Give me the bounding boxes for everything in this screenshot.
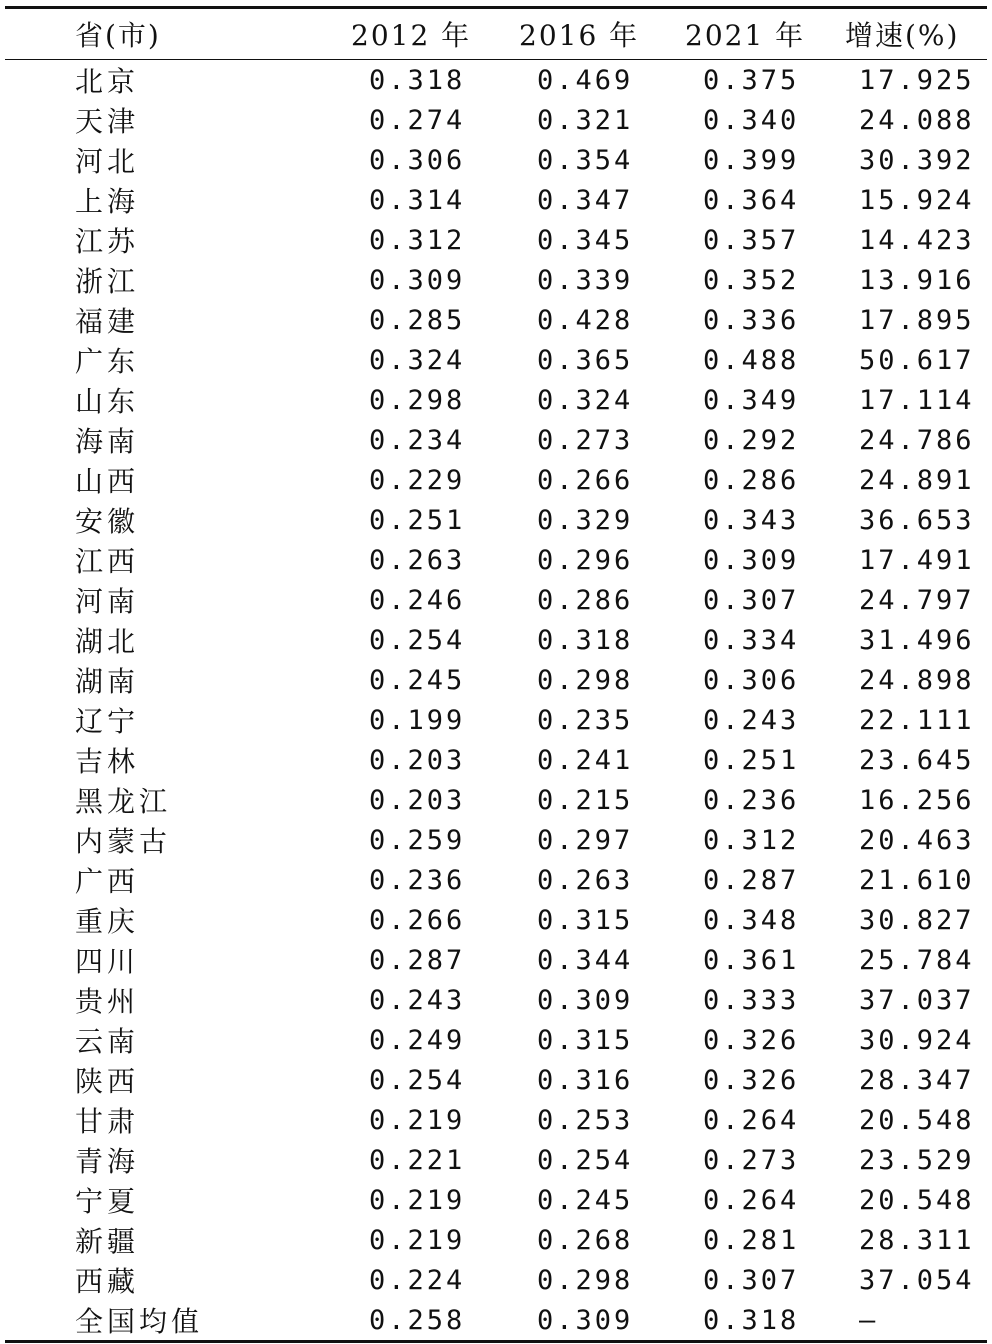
table-row — [5, 60, 987, 101]
value-2016: 0.235 — [537, 704, 634, 736]
value-2021: 0.357 — [703, 224, 800, 256]
province-name: 北京 — [75, 65, 140, 98]
province-name: 湖南 — [75, 665, 140, 698]
value-2021: 0.334 — [703, 624, 800, 656]
growth-rate: 20.463 — [859, 824, 975, 856]
growth-rate: 37.037 — [859, 984, 975, 1016]
table-row — [5, 140, 987, 180]
growth-rate: 30.924 — [859, 1024, 975, 1056]
table-row — [5, 460, 987, 500]
growth-rate: 20.548 — [859, 1184, 975, 1216]
value-2012: 0.254 — [369, 624, 466, 656]
table-body — [5, 60, 987, 1342]
header-2016: 2016 年 — [519, 19, 640, 52]
value-2021: 0.273 — [703, 1144, 800, 1176]
value-2012: 0.287 — [369, 944, 466, 976]
value-2012: 0.203 — [369, 744, 466, 776]
value-2021: 0.361 — [703, 944, 800, 976]
value-2021: 0.309 — [703, 544, 800, 576]
growth-rate: 24.891 — [859, 464, 975, 496]
growth-rate: 17.925 — [859, 64, 975, 96]
growth-rate: 20.548 — [859, 1104, 975, 1136]
value-2021: 0.348 — [703, 904, 800, 936]
province-name: 西藏 — [75, 1265, 140, 1298]
table-row — [5, 620, 987, 660]
table-row — [5, 1140, 987, 1180]
table-row — [5, 780, 987, 820]
value-2012: 0.219 — [369, 1104, 466, 1136]
value-2012: 0.314 — [369, 184, 466, 216]
table-row — [5, 380, 987, 420]
value-2021: 0.287 — [703, 864, 800, 896]
header-2021: 2021 年 — [685, 19, 806, 52]
header-province: 省(市) — [75, 19, 161, 52]
growth-rate: 23.645 — [859, 744, 975, 776]
value-2016: 0.297 — [537, 824, 634, 856]
header-2012: 2012 年 — [351, 19, 472, 52]
table-row — [5, 260, 987, 300]
province-name: 山西 — [75, 465, 140, 498]
table-row — [5, 340, 987, 380]
value-2016: 0.266 — [537, 464, 634, 496]
province-name: 广西 — [75, 865, 140, 898]
province-index-table — [5, 6, 987, 1343]
table-row — [5, 1060, 987, 1100]
value-2012: 0.224 — [369, 1264, 466, 1296]
value-2016: 0.254 — [537, 1144, 634, 1176]
growth-rate: 14.423 — [859, 224, 975, 256]
value-2012: 0.254 — [369, 1064, 466, 1096]
value-2021: 0.343 — [703, 504, 800, 536]
growth-rate: 23.529 — [859, 1144, 975, 1176]
value-2012: 0.251 — [369, 504, 466, 536]
table-row — [5, 220, 987, 260]
province-name: 四川 — [75, 945, 140, 978]
growth-rate: 24.088 — [859, 104, 975, 136]
growth-rate: 13.916 — [859, 264, 975, 296]
value-2016: 0.345 — [537, 224, 634, 256]
value-2016: 0.273 — [537, 424, 634, 456]
value-2021: 0.375 — [703, 64, 800, 96]
province-name: 宁夏 — [75, 1185, 140, 1218]
growth-rate: 25.784 — [859, 944, 975, 976]
province-name: 浙江 — [75, 265, 140, 298]
header-growth-rate: 增速(%) — [845, 19, 960, 52]
value-2012: 0.298 — [369, 384, 466, 416]
growth-rate: 17.114 — [859, 384, 975, 416]
table-row — [5, 180, 987, 220]
header-row — [5, 8, 987, 60]
value-2016: 0.354 — [537, 144, 634, 176]
value-2016: 0.365 — [537, 344, 634, 376]
value-2016: 0.309 — [537, 984, 634, 1016]
table-row — [5, 740, 987, 780]
value-2012: 0.324 — [369, 344, 466, 376]
growth-rate: 31.496 — [859, 624, 975, 656]
province-name: 吉林 — [75, 745, 140, 778]
province-name: 广东 — [75, 345, 140, 378]
table-row — [5, 1100, 987, 1140]
value-2016: 0.316 — [537, 1064, 634, 1096]
value-2012: 0.274 — [369, 104, 466, 136]
growth-rate: 24.898 — [859, 664, 975, 696]
growth-rate: 37.054 — [859, 1264, 975, 1296]
growth-rate: 21.610 — [859, 864, 975, 896]
province-name: 甘肃 — [75, 1105, 140, 1138]
province-name: 云南 — [75, 1025, 140, 1058]
value-2021: 0.286 — [703, 464, 800, 496]
value-2012: 0.258 — [369, 1304, 466, 1336]
value-2012: 0.229 — [369, 464, 466, 496]
table-row — [5, 1300, 987, 1342]
province-name: 安徽 — [75, 505, 140, 538]
province-name: 天津 — [75, 105, 140, 138]
value-2021: 0.251 — [703, 744, 800, 776]
growth-rate: 50.617 — [859, 344, 975, 376]
province-name: 陕西 — [75, 1065, 140, 1098]
value-2012: 0.263 — [369, 544, 466, 576]
value-2021: 0.264 — [703, 1184, 800, 1216]
province-name: 新疆 — [75, 1225, 140, 1258]
value-2021: 0.243 — [703, 704, 800, 736]
value-2012: 0.318 — [369, 64, 466, 96]
table-row — [5, 940, 987, 980]
province-name: 贵州 — [75, 985, 140, 1018]
growth-rate: 28.347 — [859, 1064, 975, 1096]
value-2016: 0.428 — [537, 304, 634, 336]
value-2016: 0.298 — [537, 1264, 634, 1296]
growth-rate: 24.797 — [859, 584, 975, 616]
table-row — [5, 540, 987, 580]
value-2016: 0.263 — [537, 864, 634, 896]
value-2016: 0.268 — [537, 1224, 634, 1256]
table-row — [5, 660, 987, 700]
value-2012: 0.246 — [369, 584, 466, 616]
province-name: 内蒙古 — [75, 825, 172, 858]
value-2021: 0.264 — [703, 1104, 800, 1136]
value-2012: 0.234 — [369, 424, 466, 456]
province-name: 辽宁 — [75, 705, 140, 738]
province-name: 青海 — [75, 1145, 140, 1178]
table-row — [5, 300, 987, 340]
province-name: 河北 — [75, 145, 140, 178]
value-2021: 0.399 — [703, 144, 800, 176]
value-2016: 0.347 — [537, 184, 634, 216]
value-2016: 0.298 — [537, 664, 634, 696]
value-2012: 0.249 — [369, 1024, 466, 1056]
value-2021: 0.333 — [703, 984, 800, 1016]
table-row — [5, 580, 987, 620]
value-2012: 0.245 — [369, 664, 466, 696]
value-2016: 0.469 — [537, 64, 634, 96]
value-2021: 0.352 — [703, 264, 800, 296]
value-2012: 0.236 — [369, 864, 466, 896]
value-2016: 0.241 — [537, 744, 634, 776]
value-2016: 0.329 — [537, 504, 634, 536]
value-2012: 0.221 — [369, 1144, 466, 1176]
value-2016: 0.315 — [537, 1024, 634, 1056]
table-row — [5, 900, 987, 940]
province-name: 黑龙江 — [75, 785, 172, 818]
table-header — [5, 8, 987, 60]
table-row — [5, 860, 987, 900]
value-2012: 0.285 — [369, 304, 466, 336]
table-row — [5, 700, 987, 740]
growth-rate: 15.924 — [859, 184, 975, 216]
province-name: 重庆 — [75, 905, 140, 938]
value-2016: 0.286 — [537, 584, 634, 616]
value-2021: 0.364 — [703, 184, 800, 216]
growth-rate: 17.491 — [859, 544, 975, 576]
table-row — [5, 1220, 987, 1260]
growth-rate: 36.653 — [859, 504, 975, 536]
value-2021: 0.281 — [703, 1224, 800, 1256]
value-2021: 0.336 — [703, 304, 800, 336]
province-name: 全国均值 — [75, 1305, 204, 1338]
province-name: 海南 — [75, 425, 140, 458]
value-2021: 0.307 — [703, 1264, 800, 1296]
value-2021: 0.312 — [703, 824, 800, 856]
province-name: 湖北 — [75, 625, 140, 658]
value-2021: 0.236 — [703, 784, 800, 816]
province-name: 上海 — [75, 185, 140, 218]
growth-rate: 28.311 — [859, 1224, 975, 1256]
value-2021: 0.326 — [703, 1064, 800, 1096]
value-2016: 0.253 — [537, 1104, 634, 1136]
value-2021: 0.306 — [703, 664, 800, 696]
growth-rate: 30.827 — [859, 904, 975, 936]
value-2021: 0.307 — [703, 584, 800, 616]
table-row — [5, 420, 987, 460]
province-name: 山东 — [75, 385, 140, 418]
value-2016: 0.215 — [537, 784, 634, 816]
value-2012: 0.309 — [369, 264, 466, 296]
province-name: 福建 — [75, 305, 140, 338]
value-2016: 0.344 — [537, 944, 634, 976]
value-2016: 0.324 — [537, 384, 634, 416]
value-2012: 0.306 — [369, 144, 466, 176]
value-2012: 0.243 — [369, 984, 466, 1016]
table-row — [5, 820, 987, 860]
growth-rate: 22.111 — [859, 704, 975, 736]
table-row — [5, 100, 987, 140]
value-2012: 0.203 — [369, 784, 466, 816]
value-2016: 0.296 — [537, 544, 634, 576]
table-row — [5, 1020, 987, 1060]
table-row — [5, 980, 987, 1020]
table-row — [5, 1260, 987, 1300]
value-2021: 0.326 — [703, 1024, 800, 1056]
value-2012: 0.219 — [369, 1224, 466, 1256]
growth-rate: — — [859, 1304, 879, 1336]
value-2012: 0.266 — [369, 904, 466, 936]
province-name: 江苏 — [75, 225, 140, 258]
value-2021: 0.349 — [703, 384, 800, 416]
value-2016: 0.339 — [537, 264, 634, 296]
value-2016: 0.315 — [537, 904, 634, 936]
value-2012: 0.219 — [369, 1184, 466, 1216]
value-2012: 0.312 — [369, 224, 466, 256]
value-2016: 0.245 — [537, 1184, 634, 1216]
value-2021: 0.292 — [703, 424, 800, 456]
value-2012: 0.199 — [369, 704, 466, 736]
province-name: 江西 — [75, 545, 140, 578]
growth-rate: 16.256 — [859, 784, 975, 816]
province-name: 河南 — [75, 585, 140, 618]
value-2021: 0.488 — [703, 344, 800, 376]
value-2021: 0.318 — [703, 1304, 800, 1336]
table-row — [5, 1180, 987, 1220]
value-2016: 0.318 — [537, 624, 634, 656]
growth-rate: 17.895 — [859, 304, 975, 336]
value-2021: 0.340 — [703, 104, 800, 136]
growth-rate: 30.392 — [859, 144, 975, 176]
growth-rate: 24.786 — [859, 424, 975, 456]
table-row — [5, 500, 987, 540]
value-2016: 0.321 — [537, 104, 634, 136]
value-2016: 0.309 — [537, 1304, 634, 1336]
value-2012: 0.259 — [369, 824, 466, 856]
